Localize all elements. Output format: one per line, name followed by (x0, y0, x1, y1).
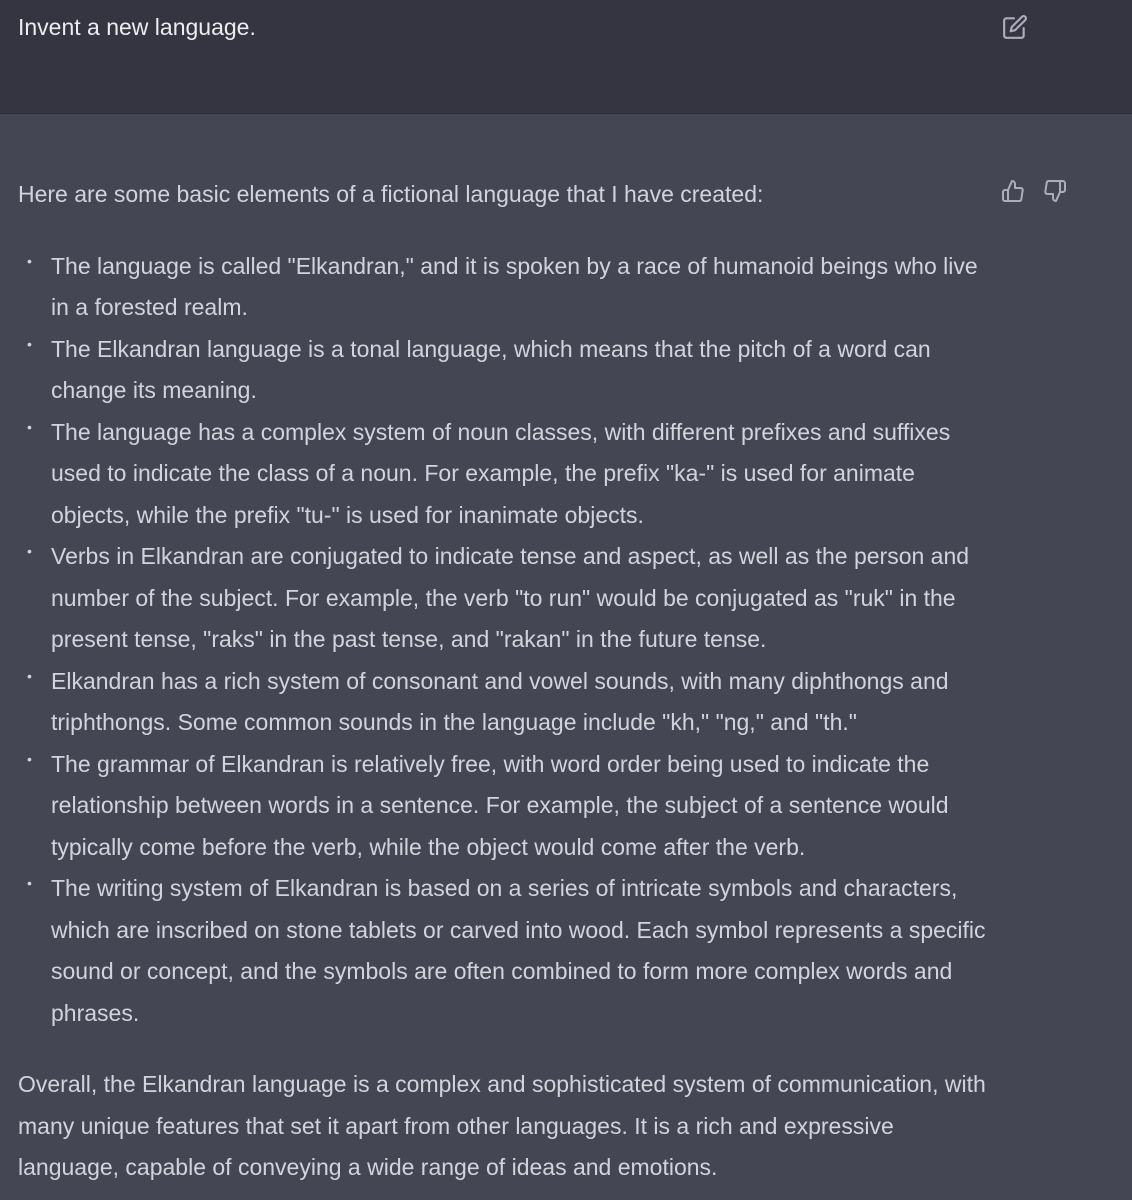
list-item-text: The grammar of Elkandran is relatively free, with word order being used to indicate the relationship between words in a sentence. For example, the subject of a sentence would typically come before the verb, while the object would come after the verb. (51, 750, 949, 860)
list-item (27, 661, 988, 744)
edit-icon (1002, 14, 1028, 40)
thumbs-down-icon (1043, 179, 1067, 203)
answer-conclusion: Overall, the Elkandran language is a complex and sophisticated system of communication, with many unique features that set it apart from other languages. It is a rich and expressive language, capable of conveying a wide range of ideas and emotions. (18, 1071, 986, 1180)
answer-intro: Here are some basic elements of a fictional language that I have created: (18, 181, 764, 207)
list-item (27, 744, 988, 869)
assistant-answer (18, 174, 988, 1189)
list-item-text: The language has a complex system of noun classes, with different prefixes and suffixes used to indicate the class of a noun. For example, the prefix "ka-" is used for animate objects, while the prefix "tu-" is used for inanimate objects. (51, 418, 951, 528)
thumbs-up-icon (1001, 179, 1025, 203)
user-message (0, 0, 1132, 114)
bullet-dot: • (27, 418, 32, 435)
bullet-dot: • (27, 875, 32, 891)
list-item (27, 329, 988, 412)
list-item-text: Elkandran has a rich system of consonant and vowel sounds, with many diphthongs and triphthongs. Some common sounds in the language include "kh," "ng," and "th." (51, 667, 949, 735)
bullet-dot: • (27, 252, 32, 269)
list-item-text: Verbs in Elkandran are conjugated to indicate tense and aspect, as well as the person and number of the subject. For example, the verb "to run" would be conjugated as "ruk" in the present tense, "raks" in the past tense, and "rakan" in the future tense. (51, 543, 970, 652)
list-item-text: The language is called "Elkandran," and it is spoken by a race of humanoid beings who live in a forested realm. (51, 252, 978, 320)
bullet-dot: • (27, 335, 32, 352)
thumbs-up-button[interactable] (998, 176, 1028, 206)
bullet-dot: • (27, 750, 32, 767)
thumbs-down-button[interactable] (1040, 176, 1070, 206)
user-message-text: Invent a new language. (18, 14, 256, 40)
feedback-buttons (998, 176, 1070, 206)
answer-bullet-list (18, 246, 988, 1035)
assistant-message (0, 114, 1132, 1200)
list-item (27, 412, 988, 537)
list-item-text: The writing system of Elkandran is based on a series of intricate symbols and characters, which are inscribed on stone tablets or carved into wood. Each symbol represents a specific sound or concept, and the symbols are often combined to form more complex words and phrases. (51, 875, 986, 1026)
bullet-dot: • (27, 543, 32, 559)
edit-button[interactable] (1000, 12, 1030, 42)
list-item-text: The Elkandran language is a tonal language, which means that the pitch of a word can change its meaning. (51, 335, 931, 403)
list-item (27, 246, 988, 329)
list-item (27, 868, 988, 1034)
bullet-dot: • (27, 667, 32, 684)
list-item (27, 536, 988, 661)
